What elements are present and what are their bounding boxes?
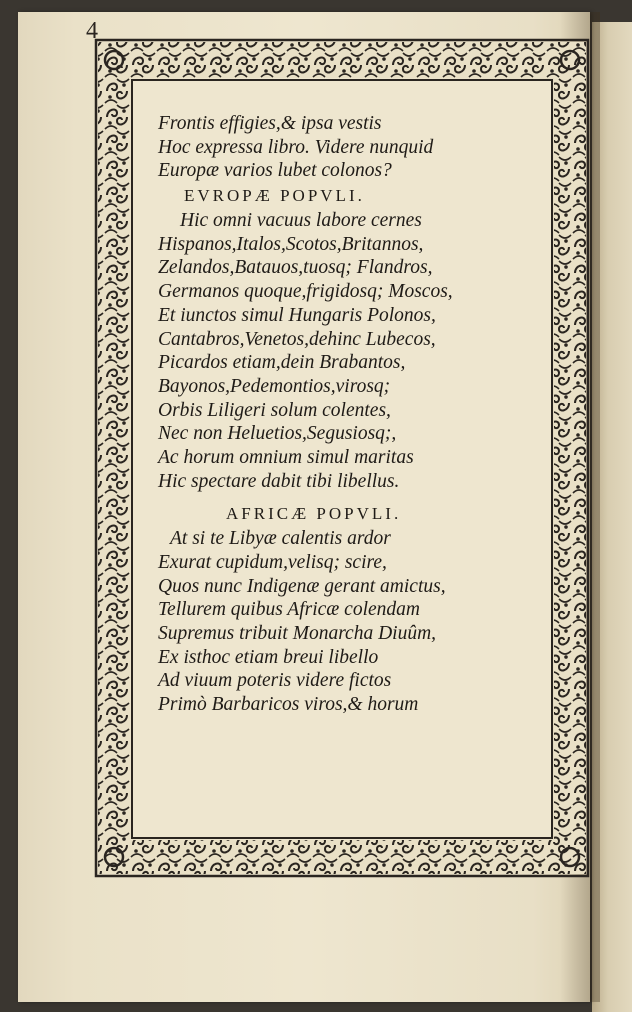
poem-line: Nec non Heluetios,Segusiosq;, <box>158 423 397 445</box>
poem-line: Ac horum omnium simul maritas <box>158 446 414 468</box>
poem-line: Orbis Liligeri solum colentes, <box>158 399 391 421</box>
intro-line: Frontis effigies,& ipsa vestis <box>158 113 382 134</box>
page-number: 4 <box>86 18 98 44</box>
poem-line: Picardos etiam,dein Brabantos, <box>158 352 406 374</box>
poem-line: Primò Barbaricos viros,& horum <box>158 694 419 716</box>
poem-line: Hic spectare dabit tibi libellus. <box>158 470 400 492</box>
poem-line: Bayonos,Pedemontios,virosq; <box>158 375 391 397</box>
poem-line: Tellurem quibus Africæ colendam <box>158 599 420 621</box>
europe-heading: EVROPÆ POPVLI. <box>184 186 365 206</box>
poem-line: Et iunctos simul Hungaris Polonos, <box>158 304 436 326</box>
intro-line: Europæ varios lubet colonos? <box>158 160 392 182</box>
poem-line: At si te Libyæ calentis ardor <box>170 528 391 550</box>
poem-line: Ad viuum poteris videre fictos <box>158 670 392 692</box>
poem-line: Quos nunc Indigenæ gerant amictus, <box>158 575 446 597</box>
border-left-band <box>98 78 130 840</box>
poem-line: Hispanos,Italos,Scotos,Britannos, <box>158 233 424 255</box>
border-right-band <box>554 78 586 840</box>
poem-line: Hic omni vacuus labore cernes <box>180 210 422 232</box>
poem-line: Exurat cupidum,velisq; scire, <box>158 552 387 573</box>
main-text <box>158 112 488 717</box>
poem-line: Zelandos,Batauos,tuosq; Flandros, <box>158 257 433 279</box>
poem-line: Cantabros,Venetos,dehinc Lubecos, <box>158 328 436 350</box>
africa-heading: AFRICÆ POPVLI. <box>226 504 402 524</box>
poem-line: Supremus tribuit Monarcha Diuûm, <box>158 623 437 645</box>
poem-line: Germanos quoque,frigidosq; Moscos, <box>158 281 453 303</box>
intro-line: Hoc expressa libro. Videre nunquid <box>158 136 434 158</box>
border-bottom-band <box>98 840 586 874</box>
poem-line: Ex isthoc etiam breui libello <box>158 646 379 668</box>
border-top-band <box>98 42 586 78</box>
